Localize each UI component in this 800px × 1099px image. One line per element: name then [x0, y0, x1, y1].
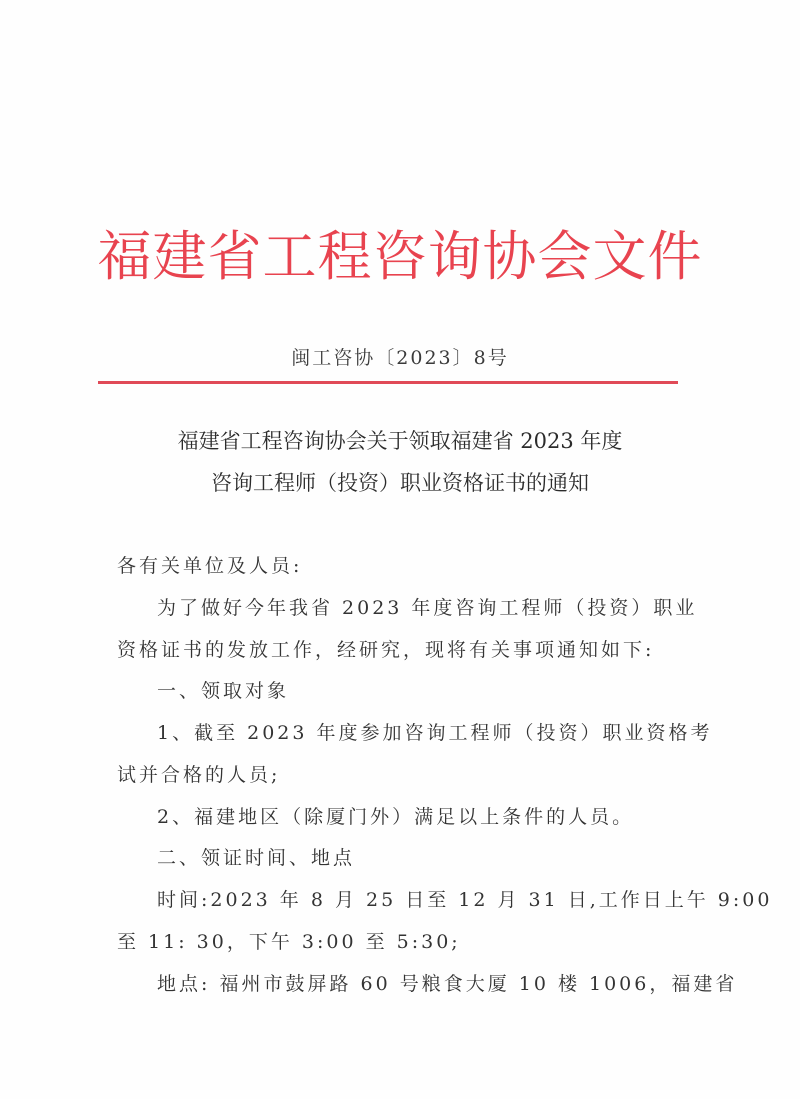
place-line-1: 地点: 福州市鼓屏路 60 号粮食大厦 10 楼 1006，福建省 [157, 973, 738, 995]
item-2: 2、福建地区（除厦门外）满足以上条件的人员。 [157, 806, 635, 828]
notice-title-line-2: 咨询工程师（投资）职业资格证书的通知 [211, 471, 589, 495]
notice-title-line-1: 福建省工程咨询协会关于领取福建省 2023 年度 [177, 429, 623, 453]
salutation: 各有关单位及人员: [117, 555, 303, 577]
time-line-1: 时间:2023 年 8 月 25 日至 12 月 31 日,工作日上午 9:00 [157, 889, 773, 911]
intro-paragraph-line-2: 资格证书的发放工作，经研究，现将有关事项通知如下: [117, 639, 655, 661]
section-1-heading: 一、领取对象 [157, 680, 290, 702]
item-1-line-2: 试并合格的人员; [117, 764, 281, 786]
document-number: 闽工咨协〔2023〕8号 [291, 347, 509, 369]
item-1-line-1: 1、截至 2023 年度参加咨询工程师（投资）职业资格考 [157, 722, 713, 744]
time-line-2: 至 11: 30，下午 3:00 至 5:30; [117, 931, 461, 953]
section-2-heading: 二、领证时间、地点 [157, 847, 356, 869]
document-header-title: 福建省工程咨询协会文件 [97, 225, 703, 288]
header-red-divider [98, 381, 678, 384]
intro-paragraph-line-1: 为了做好今年我省 2023 年度咨询工程师（投资）职业 [157, 597, 698, 619]
